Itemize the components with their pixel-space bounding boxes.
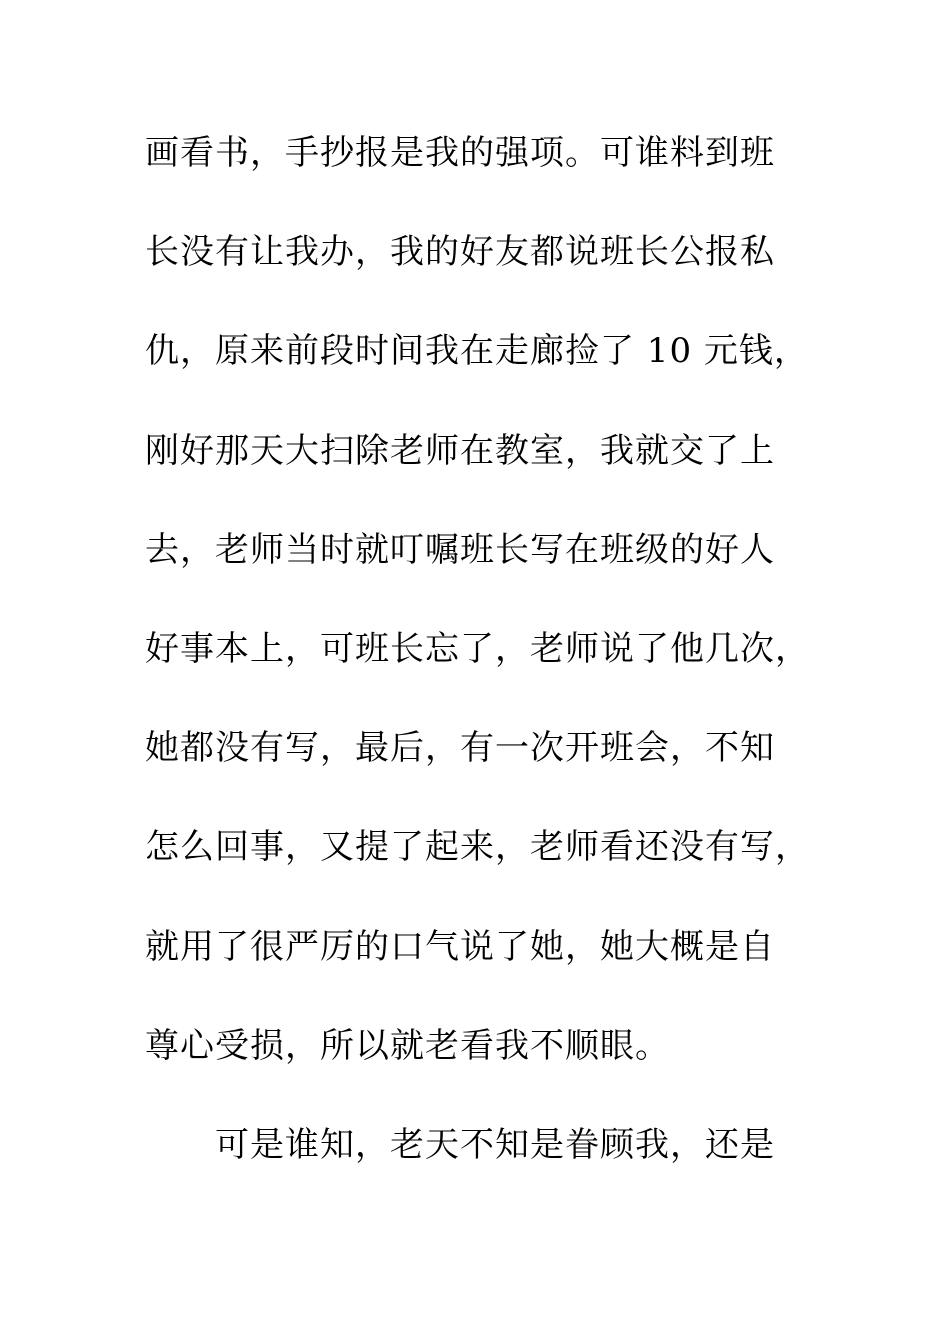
text-line-9: 就用了很严厉的口气说了她，她大概是自 [145, 926, 775, 967]
text-line-5: 去，老师当时就叮嘱班长写在班级的好人 [145, 529, 775, 570]
text-line-1: 画看书，手抄报是我的强项。可谁料到班 [145, 133, 775, 173]
body-text [145, 128, 825, 1219]
text-line-10: 尊心受损，所以就老看我不顺眼。 [145, 1025, 670, 1066]
text-line-7: 她都没有写，最后，有一次开班会，不知 [145, 728, 775, 769]
text-line-2: 长没有让我办，我的好友都说班长公报私 [145, 232, 775, 273]
paragraph-start-line: 可是谁知，老天不知是眷顾我，还是 [215, 1124, 775, 1165]
text-line-6: 好事本上，可班长忘了，老师说了他几次， [145, 628, 810, 669]
text-line-3: 仇，原来前段时间我在走廊捡了 10 元钱， [145, 331, 809, 372]
text-line-8: 怎么回事，又提了起来，老师看还没有写， [145, 827, 810, 868]
text-line-4: 刚好那天大扫除老师在教室，我就交了上 [145, 430, 775, 471]
